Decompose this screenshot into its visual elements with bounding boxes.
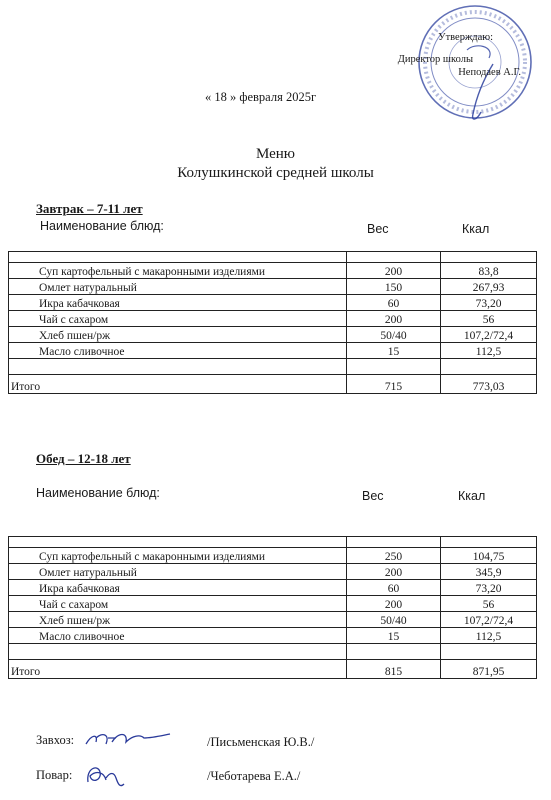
breakfast-col-name: Наименование блюд: <box>40 219 164 233</box>
dish-kcal: 56 <box>441 311 537 327</box>
dish-name: Масло сливочное <box>9 343 347 359</box>
table-row <box>9 548 537 564</box>
table-row <box>9 537 537 548</box>
cook-label: Повар: <box>36 768 73 782</box>
total-weight: 715 <box>347 375 441 394</box>
dish-weight: 50/40 <box>347 612 441 628</box>
table-row-total <box>9 660 537 679</box>
breakfast-col-weight: Вес <box>367 222 389 236</box>
total-label: Итого <box>9 375 347 394</box>
table-row <box>9 580 537 596</box>
dish-name: Омлет натуральный <box>9 564 347 580</box>
approval-director-name: Неподаев А.Г. <box>458 67 521 78</box>
dish-weight: 200 <box>347 596 441 612</box>
supply-manager-name: /Письменская Ю.В./ <box>207 735 315 749</box>
dish-name: Омлет натуральный <box>9 279 347 295</box>
approval-position: Директор школы <box>397 54 473 65</box>
dish-kcal: 104,75 <box>441 548 537 564</box>
dish-kcal: 345,9 <box>441 564 537 580</box>
dish-weight: 200 <box>347 311 441 327</box>
breakfast-col-kcal: Ккал <box>462 222 490 236</box>
dish-weight: 150 <box>347 279 441 295</box>
dish-kcal: 73,20 <box>441 580 537 596</box>
dish-kcal: 112,5 <box>441 628 537 644</box>
dish-kcal: 56 <box>441 596 537 612</box>
dish-name: Хлеб пшен/рж <box>9 612 347 628</box>
dish-weight: 200 <box>347 564 441 580</box>
dish-name: Чай с сахаром <box>9 311 347 327</box>
dish-name: Икра кабачковая <box>9 580 347 596</box>
dish-weight: 15 <box>347 628 441 644</box>
menu-subtitle: Колушкинской средней школы <box>177 165 374 181</box>
table-row <box>9 295 537 311</box>
lunch-col-name: Наименование блюд: <box>36 486 160 500</box>
table-row <box>9 343 537 359</box>
dish-kcal: 112,5 <box>441 343 537 359</box>
approval-label: Утверждаю: <box>438 32 493 43</box>
dish-weight: 250 <box>347 548 441 564</box>
table-row <box>9 596 537 612</box>
supply-manager-label: Завхоз: <box>36 733 75 747</box>
dish-weight: 200 <box>347 263 441 279</box>
table-row <box>9 252 537 263</box>
dish-name: Масло сливочное <box>9 628 347 644</box>
dish-name: Суп картофельный с макаронными изделиями <box>9 263 347 279</box>
total-label: Итого <box>9 660 347 679</box>
lunch-col-weight: Вес <box>362 489 384 503</box>
dish-weight: 15 <box>347 343 441 359</box>
dish-name: Хлеб пшен/рж <box>9 327 347 343</box>
table-row <box>9 279 537 295</box>
total-kcal: 871,95 <box>441 660 537 679</box>
table-row-empty <box>9 359 537 375</box>
table-row <box>9 612 537 628</box>
menu-title: Меню <box>255 146 296 162</box>
supply-manager-signature <box>82 728 172 752</box>
breakfast-heading: Завтрак – 7-11 лет <box>36 201 143 216</box>
table-row <box>9 628 537 644</box>
dish-name: Икра кабачковая <box>9 295 347 311</box>
table-row <box>9 311 537 327</box>
dish-kcal: 267,93 <box>441 279 537 295</box>
cook-name: /Чеботарева Е.А./ <box>207 769 301 783</box>
lunch-table <box>8 536 537 679</box>
table-row <box>9 327 537 343</box>
lunch-col-kcal: Ккал <box>458 489 486 503</box>
table-row-total <box>9 375 537 394</box>
cook-signature <box>82 760 126 790</box>
total-weight: 815 <box>347 660 441 679</box>
table-row-empty <box>9 644 537 660</box>
document-date: « 18 » февраля 2025г <box>205 90 317 104</box>
table-row <box>9 564 537 580</box>
dish-kcal: 107,2/72,4 <box>441 327 537 343</box>
dish-weight: 50/40 <box>347 327 441 343</box>
dish-kcal: 83,8 <box>441 263 537 279</box>
dish-name: Чай с сахаром <box>9 596 347 612</box>
dish-kcal: 107,2/72,4 <box>441 612 537 628</box>
dish-weight: 60 <box>347 580 441 596</box>
breakfast-table <box>8 251 537 394</box>
dish-weight: 60 <box>347 295 441 311</box>
total-kcal: 773,03 <box>441 375 537 394</box>
dish-name: Суп картофельный с макаронными изделиями <box>9 548 347 564</box>
table-row <box>9 263 537 279</box>
dish-kcal: 73,20 <box>441 295 537 311</box>
lunch-heading: Обед – 12-18 лет <box>36 451 131 466</box>
